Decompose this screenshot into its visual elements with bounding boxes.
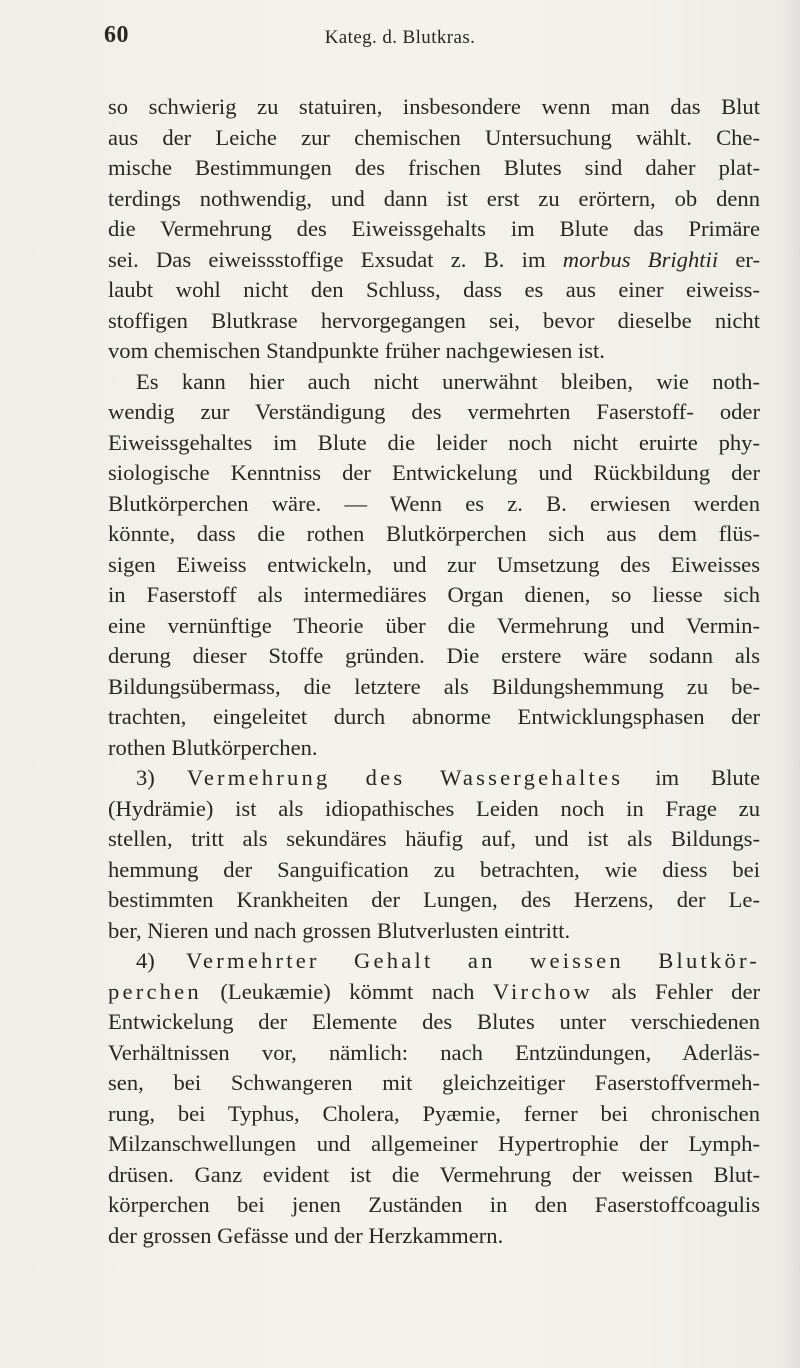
text-line: Eiweissgehaltes im Blute die leider noch nicht eruirte phy- <box>108 429 760 455</box>
text-line: sigen Eiweiss entwickeln, und zur Umsetzung des Eiweisses <box>108 551 760 577</box>
text-line: mische Bestimmungen des frischen Blutes sind daher plat- <box>108 155 760 180</box>
section-number: 3) <box>136 765 155 790</box>
text-span: sei. Das eiweissstoffige Exsudat z. B. im <box>108 246 546 272</box>
text-line: der grossen Gefässe und der Herzkammern. <box>108 1222 504 1248</box>
text-line: körperchen bei jenen Zuständen in den Faserstoffcoagulis <box>108 1192 760 1217</box>
text-line <box>108 245 760 276</box>
text-span: (Leukæmie) kömmt nach <box>220 978 475 1004</box>
text-line <box>108 977 760 1008</box>
text-line: bestimmten Krankheiten der Lungen, des Herzens, der Le- <box>108 887 760 912</box>
spaced-heading: Vermehrter Gehalt an weissen Blutkör- <box>186 948 760 973</box>
text-line: derung dieser Stoffe gründen. Die erstere wäre sodann als <box>108 643 760 668</box>
text-line: vom chemischen Standpunkte früher nachgewiesen ist. <box>108 338 605 363</box>
text-line: stellen, tritt als sekundäres häufig auf, und ist als Bildungs- <box>108 826 760 851</box>
text-line: Es kann hier auch nicht unerwähnt bleiben, wie noth- <box>136 368 760 394</box>
text-line: eine vernünftige Theorie über die Vermehrung und Vermin- <box>108 612 760 638</box>
text-line: Verhältnissen vor, nämlich: nach Entzündungen, Aderläs- <box>108 1039 760 1065</box>
text-span: er- <box>735 246 760 272</box>
section-number: 4) <box>136 948 155 973</box>
text-line: trachten, eingeleitet durch abnorme Entwicklungsphasen der <box>108 704 760 729</box>
text-line: wendig zur Verständigung des vermehrten Faserstoff- oder <box>108 399 760 424</box>
text-line: könnte, dass die rothen Blutkörperchen sich aus dem flüs- <box>108 521 760 546</box>
spaced-heading: perchen <box>108 978 202 1004</box>
text-line: (Hydrämie) ist als idiopathisches Leiden noch in Frage zu <box>108 795 760 821</box>
text-line: Milzanschwellungen und allgemeiner Hypertrophie der Lymph- <box>108 1131 760 1156</box>
text-line <box>108 946 760 977</box>
text-line: laubt wohl nicht den Schluss, dass es aus einer eiweiss- <box>108 277 760 302</box>
body-text <box>108 92 760 1251</box>
text-line: sen, bei Schwangeren mit gleichzeitiger Faserstoffvermeh- <box>108 1070 760 1095</box>
italic-term: morbus Brightii <box>562 246 719 272</box>
text-line: rung, bei Typhus, Cholera, Pyæmie, ferner bei chronischen <box>108 1100 760 1126</box>
paragraph-2 <box>108 367 760 764</box>
spaced-name: Virchow <box>492 978 593 1004</box>
text-line: die Vermehrung des Eiweissgehalts im Blute das Primäre <box>108 216 760 241</box>
text-line: ber, Nieren und nach grossen Blutverlusten eintritt. <box>108 917 571 943</box>
text-line: Entwickelung der Elemente des Blutes unter verschiedenen <box>108 1009 760 1034</box>
text-line: so schwierig zu statuiren, insbesondere wenn man das Blut <box>108 94 760 119</box>
text-line: stoffigen Blutkrase hervorgegangen sei, bevor dieselbe nicht <box>108 307 760 333</box>
text-line: terdings nothwendig, und dann ist erst zu erörtern, ob denn <box>108 185 760 211</box>
paragraph-1 <box>108 92 760 367</box>
paragraph-4 <box>108 946 760 1251</box>
page-number: 60 <box>104 22 129 48</box>
text-line: Bildungsübermass, die letztere als Bildungshemmung zu be- <box>108 673 760 699</box>
text-line: rothen Blutkörperchen. <box>108 734 318 760</box>
text-line: hemmung der Sanguification zu betrachten, wie diess bei <box>108 856 760 882</box>
text-line: siologische Kenntniss der Entwickelung und Rückbildung der <box>108 460 760 485</box>
text-span: im Blute <box>655 765 760 790</box>
page-edge-shadow <box>782 0 800 1368</box>
text-line: Blutkörperchen wäre. — Wenn es z. B. erwiesen werden <box>108 490 760 516</box>
paragraph-3 <box>108 763 760 946</box>
text-line: aus der Leiche zur chemischen Untersuchung wählt. Che- <box>108 124 760 150</box>
text-line: drüsen. Ganz evident ist die Vermehrung der weissen Blut- <box>108 1161 760 1187</box>
text-span: als Fehler der <box>611 978 760 1004</box>
text-line: in Faserstoff als intermediäres Organ dienen, so liesse sich <box>108 582 760 607</box>
spaced-heading: Vermehrung des Wassergehaltes <box>186 765 624 790</box>
running-head: Kateg. d. Blutkras. <box>324 27 476 48</box>
text-line <box>108 763 760 794</box>
